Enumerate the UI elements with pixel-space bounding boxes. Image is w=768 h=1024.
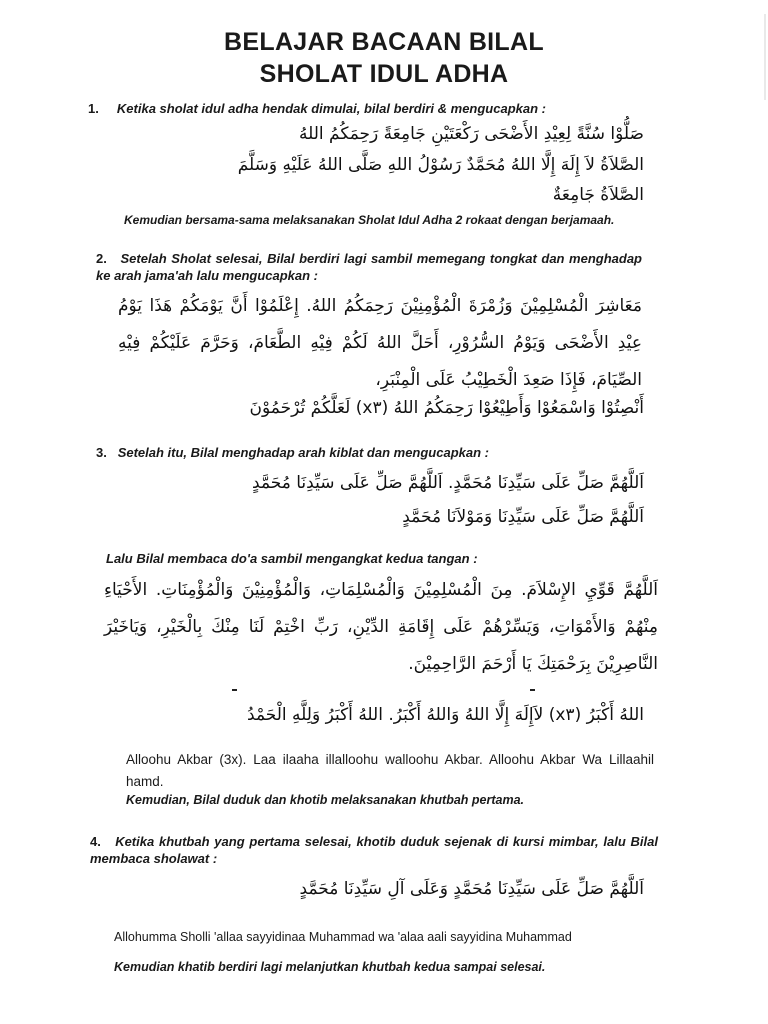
section-4-note: Kemudian khatib berdiri lagi melanjutkan khutbah kedua sampai selesai.: [114, 960, 546, 974]
section-2-arabic-last-line: أَنْصِتُوْا وَاسْمَعُوْا وَأَطِيْعُوْا رَحِمَكُمُ اللهُ (x٣) لَعَلَّكُمْ تُرْحَمُوْنَ: [249, 398, 644, 418]
section-4-number: 4.: [90, 834, 101, 849]
section-3-number: 3.: [96, 445, 107, 460]
section-1-arabic-line-1: صَلُّوْا سُنَّةً لِعِيْدِ الأَضْحَى رَكْعَتَيْنِ جَامِعَةً رَحِمَكُمُ اللهُ: [298, 124, 644, 144]
takbir-latin: Alloohu Akbar (3x). Laa ilaaha illalloohu walloohu Akbar. Alloohu Akbar Wa Lillaahil hamd.: [126, 752, 654, 789]
section-2-heading: [96, 250, 642, 284]
section-4-heading: [90, 833, 658, 867]
scan-speck: [530, 689, 535, 691]
sholawat-arabic: اَللَّهُمَّ صَلِّ عَلَى سَيِّدِنَا مُحَمَّدٍ وَعَلَى آلِ سَيِّدِنَا مُحَمَّدٍ: [299, 879, 644, 899]
section-2-number: 2.: [96, 251, 107, 266]
section-1-heading-text: Ketika sholat idul adha hendak dimulai, bilal berdiri & mengucapkan :: [116, 101, 546, 116]
section-3-arabic-line-2: اَللَّهُمَّ صَلِّ عَلَى سَيِّدِنَا وَمَوْلاَنَا مُحَمَّدٍ: [402, 507, 644, 527]
section-1-note: Kemudian bersama-sama melaksanakan Sholat Idul Adha 2 rokaat dengan berjamaah.: [124, 213, 615, 227]
scan-speck: [232, 689, 237, 691]
section-1-heading: [88, 100, 648, 117]
dua-arabic-paragraph: اَللَّهُمَّ قَوِّيِ الإِسْلاَمَ. مِنَ الْمُسْلِمِيْنَ وَالْمُسْلِمَاتِ، وَالْمُؤْمِنِيْنَ وَالْمُؤْمِنَاتِ. الأَحْيَاءِ مِنْهُمْ وَالأَمْوَاتِ، وَيَسِّرْهُمْ عَلَى إِقَامَةِ الدِّيْنِ، رَبِّ اخْتِمْ لَنَا مِنْكَ بِالْخَيْرِ، وَيَاخَيْرَ النَّاصِرِيْنَ بِرَحْمَتِكَ يَا أَرْحَمَ الرَّاحِمِيْنَ.: [104, 580, 658, 674]
page-title: BELAJAR BACAAN BILAL: [224, 28, 544, 56]
section-3-arabic-line-1: اَللَّهُمَّ صَلِّ عَلَى سَيِّدِنَا مُحَمَّدٍ. اَللَّهُمَّ صَلِّ عَلَى سَيِّدِنَا مُحَمَّدٍ: [252, 473, 644, 493]
section-3-heading-text: Setelah itu, Bilal menghadap arah kiblat dan mengucapkan :: [117, 445, 489, 460]
takbir-arabic: اللهُ أَكْبَرُ (x٣) لاَإِلَهَ إِلَّا اللهُ وَاللهُ أَكْبَرُ. اللهُ أَكْبَرُ وَلِلَّهِ الْحَمْدُ: [247, 705, 644, 725]
section-2-heading-text: Setelah Sholat selesai, Bilal berdiri lagi sambil memegang tongkat dan menghadap ke arah jama'ah lalu mengucapkan :: [96, 251, 642, 283]
section-1-arabic-line-3: الصَّلاَةُ جَامِعَةٌ: [552, 185, 644, 205]
section-1-arabic-line-2: الصَّلاَةُ لاَ إِلَهَ إِلَّا اللهُ مُحَمَّدٌ رَسُوْلُ اللهِ صَلَّى اللهُ عَلَيْهِ وَسَلَّمَ: [237, 155, 644, 175]
section-3-note: Kemudian, Bilal duduk dan khotib melaksanakan khutbah pertama.: [126, 793, 525, 807]
page-edge-mark: [764, 14, 766, 100]
dua-heading: Lalu Bilal membaca do'a sambil mengangkat kedua tangan :: [106, 551, 478, 566]
section-3-heading: [96, 444, 642, 461]
sholawat-latin: Allohumma Sholli 'allaa sayyidinaa Muhammad wa 'alaa aali sayyidina Muhammad: [114, 930, 572, 944]
page-subtitle: SHOLAT IDUL ADHA: [259, 60, 509, 88]
section-4-heading-text: Ketika khutbah yang pertama selesai, khotib duduk sejenak di kursi mimbar, lalu Bilal membaca sholawat :: [90, 834, 658, 866]
section-1-number: 1.: [88, 101, 99, 116]
section-2-arabic-paragraph: مَعَاشِرَ الْمُسْلِمِيْنَ وَزُمْرَةَ الْمُؤْمِنِيْنَ رَحِمَكُمُ اللهُ. إِعْلَمُوْا أَنَّ يَوْمَكُمْ هَذَا يَوْمُ عِيْدِ الأَضْحَى وَيَوْمُ السُّرُوْرِ، أَحَلَّ اللهُ لَكُمْ فِيْهِ الطَّعَامَ، وَحَرَّمَ عَلَيْكُمْ فِيْهِ الصِّيَامَ، فَإِذَا صَعِدَ الْخَطِيْبُ عَلَى الْمِنْبَرِ،: [118, 296, 642, 390]
